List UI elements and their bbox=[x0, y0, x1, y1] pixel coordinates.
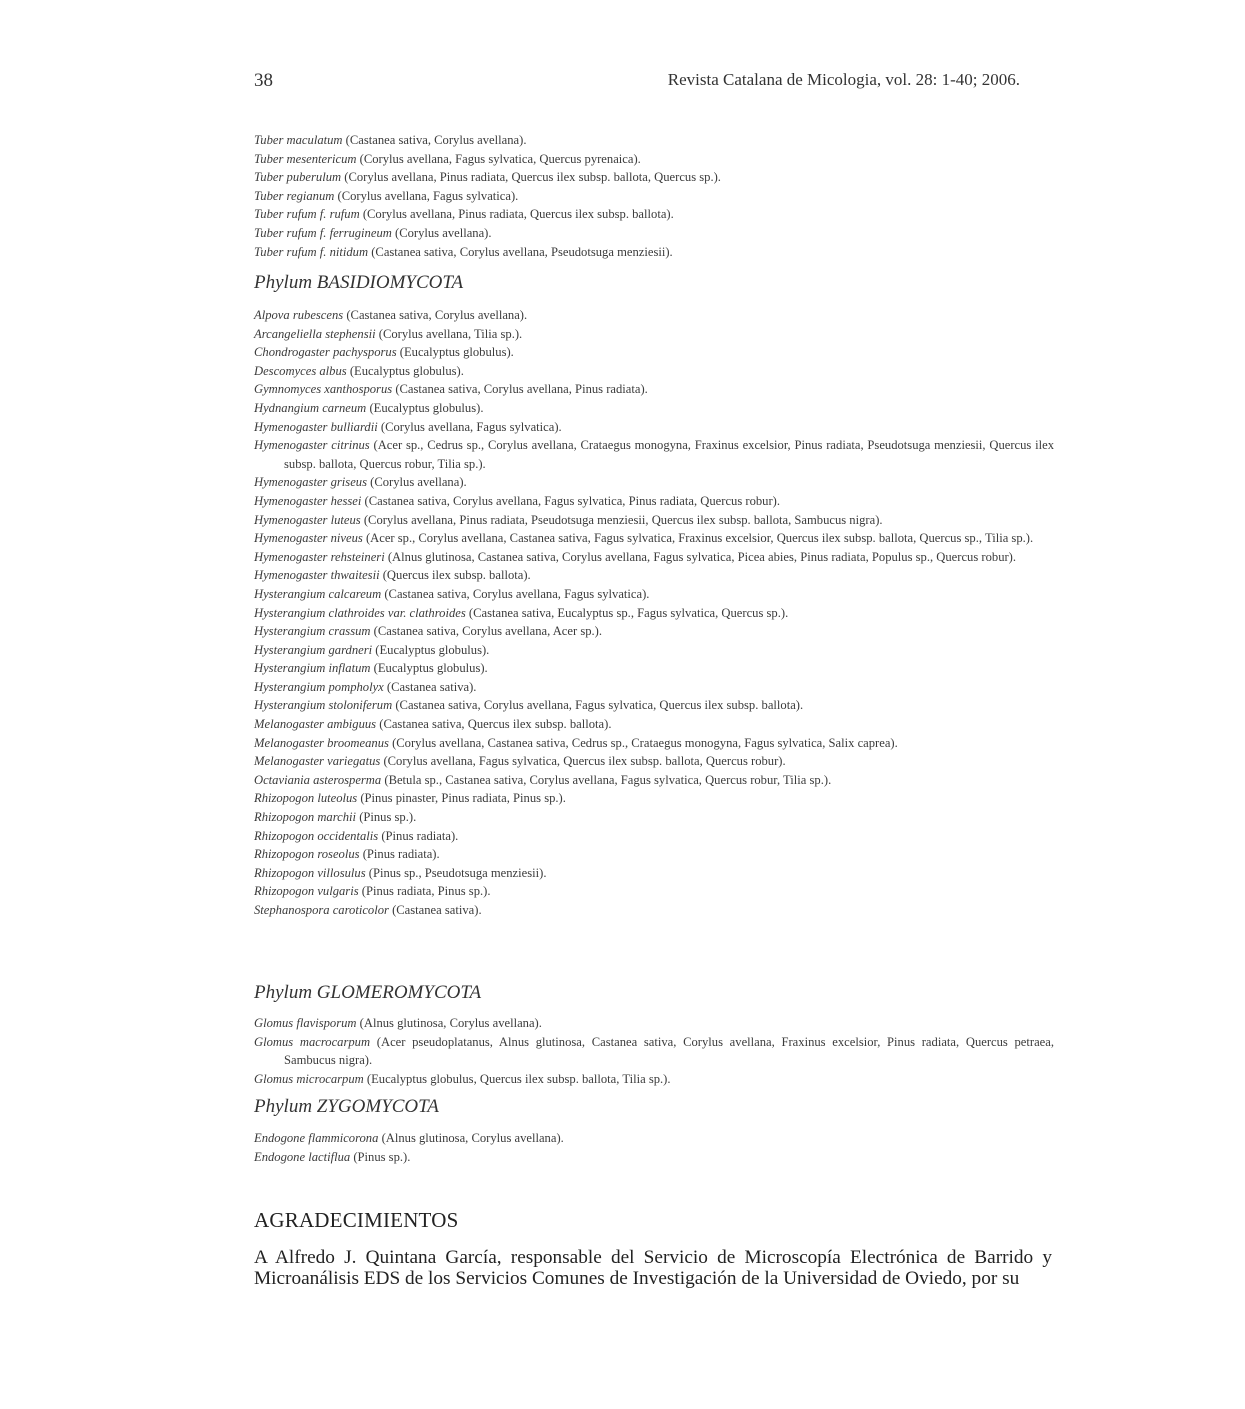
species-entry bbox=[254, 492, 1054, 511]
species-entry bbox=[254, 1129, 1054, 1148]
species-name: Tuber mesentericum bbox=[254, 151, 357, 166]
species-entry bbox=[254, 1148, 1054, 1167]
species-hosts: (Corylus avellana, Fagus sylvatica, Quercus ilex subsp. ballota, Quercus robur). bbox=[383, 754, 786, 769]
species-name: Rhizopogon roseolus bbox=[254, 847, 360, 862]
species-name: Tuber rufum f. nitidum bbox=[254, 244, 369, 259]
species-hosts: (Acer pseudoplatanus, Alnus glutinosa, Castanea sativa, Corylus avellana, Fraxinus excelsior, Pinus radiata, Quercus petraea, Sambucus nigra). bbox=[284, 1034, 1054, 1068]
species-name: Hysterangium calcareum bbox=[254, 586, 382, 601]
journal-reference: Revista Catalana de Micologia, vol. 28: 1-40; 2006. bbox=[667, 70, 1020, 89]
species-entry bbox=[254, 641, 1054, 660]
phylum-heading-glomeromycota: Phylum GLOMEROMYCOTA bbox=[254, 982, 482, 1003]
species-entry bbox=[254, 622, 1054, 641]
species-hosts: (Castanea sativa, Corylus avellana, Pinus radiata). bbox=[395, 382, 648, 397]
species-entry bbox=[254, 529, 1054, 548]
species-hosts: (Corylus avellana, Pinus radiata, Quercus ilex subsp. ballota, Quercus sp.). bbox=[344, 170, 721, 185]
species-hosts: (Castanea sativa, Corylus avellana, Fagus sylvatica, Quercus ilex subsp. ballota). bbox=[395, 698, 804, 713]
species-hosts: (Acer sp., Cedrus sp., Corylus avellana, Crataegus monogyna, Fraxinus excelsior, Pinus radiata, Pseudotsuga menziesii, Quercus ilex subsp. ballota, Quercus robur, Tilia sp.). bbox=[284, 438, 1054, 471]
species-hosts: (Corylus avellana). bbox=[395, 225, 492, 240]
species-hosts: (Eucalyptus globulus). bbox=[399, 345, 514, 360]
species-hosts: (Alnus glutinosa, Corylus avellana). bbox=[381, 1131, 564, 1145]
species-name: Hymenogaster thwaitesii bbox=[254, 568, 380, 583]
species-name: Tuber maculatum bbox=[254, 133, 343, 147]
species-name: Rhizopogon vulgaris bbox=[254, 884, 359, 899]
species-entry bbox=[254, 131, 1054, 150]
species-name: Tuber puberulum bbox=[254, 170, 342, 185]
species-hosts: (Pinus pinaster, Pinus radiata, Pinus sp.). bbox=[360, 791, 566, 806]
phylum-heading-basidiomycota: Phylum BASIDIOMYCOTA bbox=[254, 272, 464, 293]
species-hosts: (Pinus radiata). bbox=[381, 828, 459, 843]
section-heading-agradecimientos: AGRADECIMIENTOS bbox=[254, 1208, 459, 1232]
species-name: Rhizopogon villosulus bbox=[254, 865, 366, 880]
species-name: Glomus flavisporum bbox=[254, 1016, 357, 1030]
species-name: Stephanospora caroticolor bbox=[254, 903, 389, 917]
species-entry bbox=[254, 566, 1054, 585]
species-entry bbox=[254, 399, 1054, 418]
page-header bbox=[254, 70, 1020, 94]
species-hosts: (Castanea sativa, Corylus avellana, Acer sp.). bbox=[373, 624, 603, 639]
species-entry bbox=[254, 734, 1054, 753]
species-name: Gymnomyces xanthosporus bbox=[254, 382, 393, 397]
species-name: Hymenogaster bulliardii bbox=[254, 419, 378, 434]
species-name: Hymenogaster rehsteineri bbox=[254, 549, 385, 564]
species-name: Glomus macrocarpum bbox=[254, 1034, 371, 1049]
species-hosts: (Eucalyptus globulus). bbox=[369, 400, 484, 415]
species-name: Hymenogaster niveus bbox=[254, 531, 363, 546]
species-entry bbox=[254, 678, 1054, 697]
species-entry bbox=[254, 205, 1054, 224]
species-hosts: (Castanea sativa, Corylus avellana). bbox=[345, 133, 527, 147]
species-entry bbox=[254, 243, 1054, 262]
species-name: Melanogaster ambiguus bbox=[254, 717, 377, 732]
species-hosts: (Pinus sp., Pseudotsuga menziesii). bbox=[368, 865, 547, 880]
species-entry bbox=[254, 325, 1054, 344]
species-entry bbox=[254, 1070, 1054, 1089]
species-name: Hymenogaster hessei bbox=[254, 493, 362, 508]
species-name: Rhizopogon luteolus bbox=[254, 791, 358, 806]
species-entry bbox=[254, 511, 1054, 530]
species-name: Endogone flammicorona bbox=[254, 1131, 379, 1145]
species-name: Hydnangium carneum bbox=[254, 400, 367, 415]
species-entry bbox=[254, 696, 1054, 715]
species-name: Tuber regianum bbox=[254, 188, 335, 203]
species-hosts: (Castanea sativa, Eucalyptus sp., Fagus sylvatica, Quercus sp.). bbox=[468, 605, 789, 620]
species-name: Hysterangium clathroides var. clathroides bbox=[254, 605, 466, 620]
species-name: Tuber rufum f. ferrugineum bbox=[254, 225, 392, 240]
species-list-ascomycota-continued bbox=[254, 131, 1054, 261]
acknowledgements-paragraph: A Alfredo J. Quintana García, responsable del Servicio de Microscopía Electrónica de Barrido y Microanálisis EDS de los Servicios Comunes de Investigación de la Universidad de Oviedo, por su bbox=[254, 1247, 1052, 1289]
phylum-heading-zygomycota: Phylum ZYGOMYCOTA bbox=[254, 1096, 439, 1117]
species-entry bbox=[254, 808, 1054, 827]
species-name: Descomyces albus bbox=[254, 363, 347, 378]
species-hosts: (Corylus avellana). bbox=[370, 475, 467, 490]
species-hosts: (Eucalyptus globulus, Quercus ilex subsp. ballota, Tilia sp.). bbox=[366, 1071, 671, 1086]
species-hosts: (Pinus radiata, Pinus sp.). bbox=[361, 884, 491, 899]
species-list-zygomycota bbox=[254, 1129, 1054, 1166]
species-name: Rhizopogon marchii bbox=[254, 810, 357, 825]
species-name: Hysterangium inflatum bbox=[254, 661, 371, 676]
species-hosts: (Castanea sativa). bbox=[392, 903, 482, 917]
species-name: Hysterangium stoloniferum bbox=[254, 698, 393, 713]
species-hosts: (Pinus sp.). bbox=[353, 1149, 411, 1164]
species-hosts: (Castanea sativa, Quercus ilex subsp. ballota). bbox=[379, 717, 612, 732]
species-entry bbox=[254, 901, 1054, 920]
species-name: Melanogaster broomeanus bbox=[254, 735, 389, 750]
species-entry bbox=[254, 789, 1054, 808]
species-entry bbox=[254, 827, 1054, 846]
species-name: Endogone lactiflua bbox=[254, 1149, 351, 1164]
species-name: Arcangeliella stephensii bbox=[254, 326, 376, 341]
species-list-basidiomycota bbox=[254, 306, 1054, 920]
species-name: Hysterangium crassum bbox=[254, 624, 371, 639]
page-number: 38 bbox=[254, 70, 273, 91]
species-name: Alpova rubescens bbox=[254, 308, 344, 322]
species-hosts: (Corylus avellana, Castanea sativa, Cedrus sp., Crataegus monogyna, Fagus sylvatica, Salix caprea). bbox=[392, 735, 898, 750]
species-hosts: (Alnus glutinosa, Corylus avellana). bbox=[359, 1016, 542, 1030]
species-name: Hysterangium gardneri bbox=[254, 642, 373, 657]
species-entry bbox=[254, 436, 1054, 473]
species-hosts: (Castanea sativa, Corylus avellana, Fagus sylvatica). bbox=[384, 586, 650, 601]
species-hosts: (Pinus radiata). bbox=[362, 847, 440, 862]
species-entry bbox=[254, 548, 1054, 567]
species-name: Octaviania asterosperma bbox=[254, 772, 382, 787]
species-entry bbox=[254, 418, 1054, 437]
species-entry bbox=[254, 224, 1054, 243]
species-hosts: (Alnus glutinosa, Castanea sativa, Corylus avellana, Fagus sylvatica, Picea abies, Pinus radiata, Populus sp., Quercus robur). bbox=[387, 549, 1017, 564]
species-entry bbox=[254, 1014, 1054, 1033]
species-name: Rhizopogon occidentalis bbox=[254, 828, 379, 843]
species-hosts: (Acer sp., Corylus avellana, Castanea sativa, Fagus sylvatica, Fraxinus excelsior, Quercus ilex subsp. ballota, Quercus sp., Tilia sp.). bbox=[365, 531, 1034, 546]
species-entry bbox=[254, 343, 1054, 362]
species-name: Hymenogaster citrinus bbox=[254, 438, 370, 453]
species-entry bbox=[254, 604, 1054, 623]
species-hosts: (Corylus avellana, Pinus radiata, Pseudotsuga menziesii, Quercus ilex subsp. ballota, Sambucus nigra). bbox=[363, 512, 883, 527]
species-name: Tuber rufum f. rufum bbox=[254, 207, 360, 222]
species-entry bbox=[254, 585, 1054, 604]
species-entry bbox=[254, 771, 1054, 790]
species-entry bbox=[254, 187, 1054, 206]
species-entry bbox=[254, 306, 1054, 325]
species-entry bbox=[254, 1033, 1054, 1070]
species-name: Chondrogaster pachysporus bbox=[254, 345, 397, 360]
species-hosts: (Pinus sp.). bbox=[359, 810, 417, 825]
species-hosts: (Castanea sativa, Corylus avellana, Pseudotsuga menziesii). bbox=[371, 244, 673, 259]
species-hosts: (Corylus avellana, Fagus sylvatica). bbox=[380, 419, 562, 434]
species-entry bbox=[254, 473, 1054, 492]
species-entry bbox=[254, 150, 1054, 169]
species-hosts: (Castanea sativa). bbox=[386, 679, 477, 694]
species-hosts: (Castanea sativa, Corylus avellana, Fagus sylvatica, Pinus radiata, Quercus robur). bbox=[364, 493, 781, 508]
species-name: Melanogaster variegatus bbox=[254, 754, 381, 769]
species-hosts: (Eucalyptus globulus). bbox=[373, 661, 488, 676]
species-list-glomeromycota bbox=[254, 1014, 1054, 1088]
species-entry bbox=[254, 659, 1054, 678]
species-hosts: (Castanea sativa, Corylus avellana). bbox=[346, 308, 528, 322]
species-entry bbox=[254, 845, 1054, 864]
species-entry bbox=[254, 362, 1054, 381]
species-entry bbox=[254, 882, 1054, 901]
species-hosts: (Betula sp., Castanea sativa, Corylus avellana, Fagus sylvatica, Quercus robur, Tilia sp.). bbox=[384, 772, 832, 787]
species-entry bbox=[254, 380, 1054, 399]
species-hosts: (Corylus avellana, Fagus sylvatica). bbox=[337, 188, 519, 203]
species-entry bbox=[254, 715, 1054, 734]
species-name: Hymenogaster griseus bbox=[254, 475, 367, 490]
species-name: Hysterangium pompholyx bbox=[254, 679, 384, 694]
species-entry bbox=[254, 752, 1054, 771]
species-hosts: (Corylus avellana, Pinus radiata, Quercus ilex subsp. ballota). bbox=[362, 207, 674, 222]
species-hosts: (Quercus ilex subsp. ballota). bbox=[382, 568, 531, 583]
species-hosts: (Eucalyptus globulus). bbox=[375, 642, 490, 657]
species-hosts: (Corylus avellana, Fagus sylvatica, Quercus pyrenaica). bbox=[359, 151, 641, 166]
species-name: Glomus microcarpum bbox=[254, 1071, 364, 1086]
species-hosts: (Corylus avellana, Tilia sp.). bbox=[378, 326, 523, 341]
species-entry bbox=[254, 168, 1054, 187]
species-entry bbox=[254, 864, 1054, 883]
species-hosts: (Eucalyptus globulus). bbox=[349, 363, 464, 378]
species-name: Hymenogaster luteus bbox=[254, 512, 361, 527]
